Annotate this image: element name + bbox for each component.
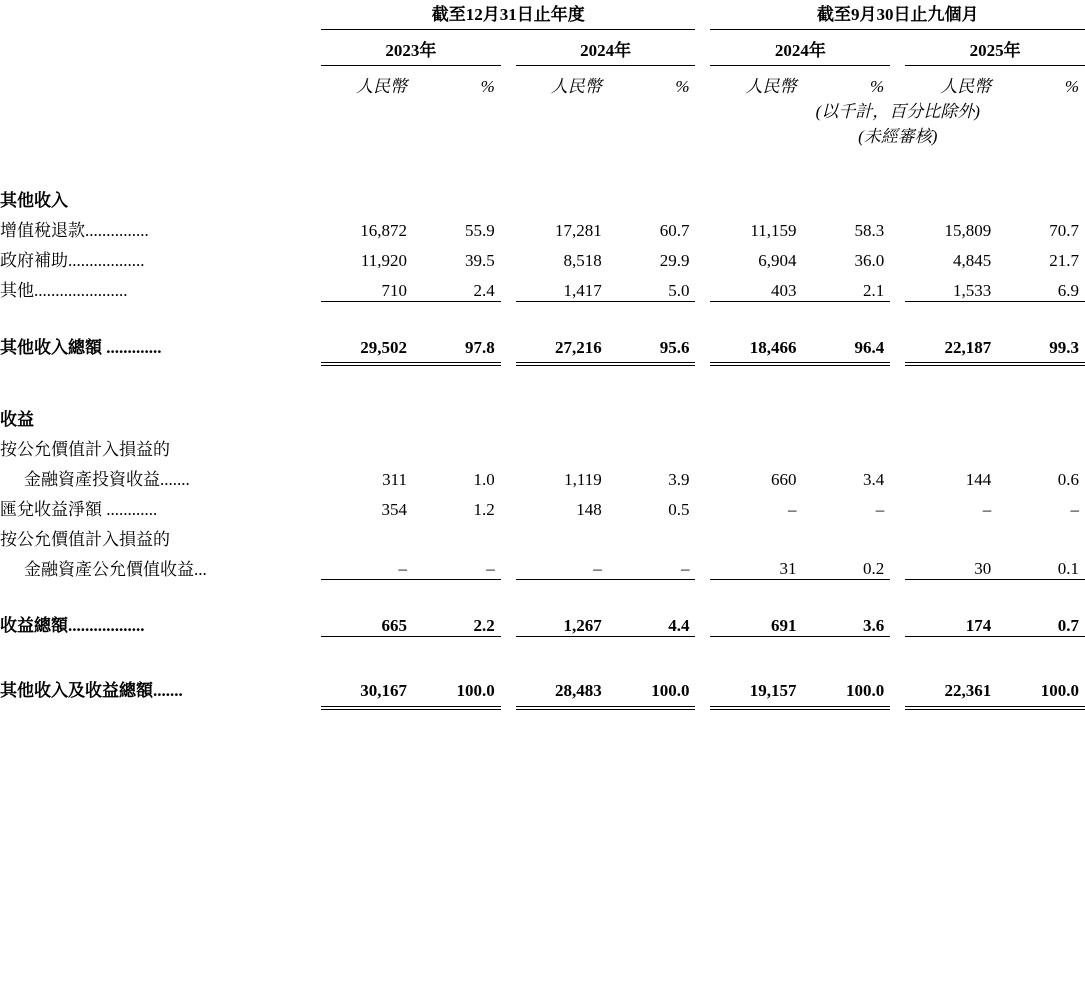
double-rule	[905, 701, 997, 710]
double-rule	[710, 701, 802, 710]
header-gap-3	[695, 30, 710, 66]
cell-value: 31	[779, 559, 797, 578]
total-value: 27,216	[554, 337, 602, 357]
cell-value: 17,281	[554, 221, 602, 240]
section-title-other-income: 其他收入	[0, 191, 68, 210]
cell-value: –	[486, 559, 495, 578]
total-row-gains	[0, 606, 1085, 636]
header-gap	[695, 0, 710, 30]
cell-value: 3.9	[668, 469, 690, 489]
cell-value: 0.5	[668, 499, 690, 519]
header-spacer-4	[0, 97, 321, 122]
cell-value: 2.4	[473, 280, 495, 300]
cell-value: –	[787, 499, 797, 519]
cell-value: 6,904	[758, 251, 797, 270]
subtotal-rule-row-2	[0, 580, 1085, 607]
header-spacer-5	[0, 122, 321, 147]
total-value: 0.7	[1057, 615, 1079, 635]
header-year-2023: 2023年	[321, 30, 501, 66]
header-gap-2	[501, 30, 516, 66]
header-units-row	[0, 66, 1085, 98]
cell-value: 403	[770, 280, 797, 300]
double-rule-row-1	[0, 358, 1085, 366]
double-rule	[413, 701, 501, 710]
cell-value: 16,872	[360, 221, 407, 240]
cell-value: 55.9	[464, 221, 495, 240]
cell-value: 1.2	[473, 499, 495, 519]
cell-value: –	[875, 499, 885, 519]
cell-value: 29.9	[659, 251, 690, 270]
grand-total-value: 100.0	[651, 680, 690, 700]
total-value: 22,187	[944, 337, 992, 357]
total-value: 18,466	[749, 337, 797, 357]
double-rule	[413, 358, 501, 366]
table-row	[0, 550, 1085, 580]
cell-value: 0.1	[1057, 559, 1079, 578]
spacer-row-1	[0, 147, 1085, 181]
double-rule	[710, 358, 802, 366]
header-currency-4: 人民幣	[940, 77, 992, 96]
total-value: 665	[381, 615, 407, 635]
table-row	[0, 460, 1085, 490]
total-row-other-income	[0, 328, 1085, 358]
grand-total-value: 100.0	[456, 680, 495, 700]
cell-value: 21.7	[1049, 251, 1079, 270]
cell-value: 30	[974, 559, 992, 578]
cell-value: 70.7	[1049, 221, 1079, 240]
double-rule	[905, 358, 997, 366]
cell-value: 311	[382, 469, 407, 489]
cell-value: 710	[381, 280, 407, 300]
cell-value: 3.4	[862, 469, 885, 489]
header-percent-2: %	[675, 77, 690, 96]
cell-value: 354	[381, 499, 407, 519]
header-gap-4	[890, 30, 905, 66]
total-value: 29,502	[360, 337, 407, 357]
header-note-thousands: (以千計，百分比除外)	[815, 102, 980, 121]
double-rule	[608, 701, 696, 710]
total-value: 1,267	[563, 615, 602, 635]
cell-value: 15,809	[944, 221, 992, 240]
grand-total-value: 100.0	[1040, 680, 1079, 700]
subtotal-rule-row-3	[0, 636, 1085, 671]
double-rule	[321, 358, 413, 366]
total-value: 4.4	[668, 615, 690, 635]
double-rule	[997, 701, 1085, 710]
cell-value: –	[593, 559, 602, 578]
double-rule	[802, 358, 890, 366]
section-title-row-other-income	[0, 181, 1085, 211]
cell-value: –	[398, 559, 407, 578]
header-note-2-row	[0, 122, 1085, 147]
cell-value: 60.7	[659, 221, 690, 240]
header-percent-1: %	[480, 77, 495, 96]
cell-value: 11,159	[750, 221, 797, 240]
cell-value: 144	[965, 469, 992, 489]
double-rule	[516, 358, 608, 366]
cell-value: –	[680, 559, 690, 578]
row-label-net-exchange-gain: 匯兌收益淨額 ............	[0, 499, 158, 519]
total-label-other-income: 其他收入總額 .............	[0, 337, 162, 357]
table-row	[0, 520, 1085, 550]
cell-value: 2.1	[862, 280, 885, 300]
total-value: 3.6	[862, 615, 885, 635]
cell-value: 660	[770, 469, 797, 489]
section-title-row-gains	[0, 400, 1085, 430]
total-value: 95.6	[659, 337, 690, 357]
header-currency-3: 人民幣	[745, 77, 797, 96]
grand-total-label: 其他收入及收益總額.......	[0, 680, 183, 700]
total-value: 174	[965, 615, 992, 635]
table-row	[0, 430, 1085, 460]
cell-value: 4,845	[952, 251, 992, 270]
total-value: 691	[770, 615, 797, 635]
row-label-government-grants: 政府補助..................	[0, 251, 145, 270]
cell-value: 1,533	[952, 280, 992, 300]
row-label-fvtpl-heading-2: 按公允價值計入損益的	[0, 529, 170, 549]
cell-value: 36.0	[854, 251, 885, 270]
cell-value: 148	[576, 499, 602, 519]
table-row	[0, 211, 1085, 241]
spacer-row-2	[0, 366, 1085, 400]
grand-total-row	[0, 671, 1085, 701]
header-percent-3: %	[870, 77, 885, 96]
cell-value: 1,417	[563, 280, 602, 300]
subtotal-rule-row-1	[0, 301, 1085, 328]
cell-value: 1,119	[564, 469, 602, 489]
header-currency-1: 人民幣	[356, 77, 407, 96]
double-rule-row-2	[0, 701, 1085, 710]
row-label-fvtpl-investment-income: 金融資產投資收益.......	[24, 469, 190, 489]
grand-total-value: 19,157	[749, 680, 797, 700]
header-spacer	[0, 0, 321, 30]
header-year-2024-9m: 2024年	[710, 30, 890, 66]
header-year-2025-9m: 2025年	[905, 30, 1085, 66]
table-row	[0, 490, 1085, 520]
cell-value: 58.3	[854, 221, 885, 240]
row-label-vat-refund: 增值稅退款...............	[0, 221, 149, 240]
total-value: 2.2	[473, 615, 495, 635]
cell-value: 8,518	[563, 251, 602, 270]
cell-value: 6.9	[1057, 280, 1079, 300]
double-rule	[321, 701, 413, 710]
header-group-nine-months: 截至9月30日止九個月	[710, 0, 1085, 30]
total-value: 99.3	[1049, 337, 1079, 357]
row-label-others: 其他......................	[0, 281, 128, 300]
cell-value: 0.2	[862, 559, 885, 578]
grand-total-value: 30,167	[360, 680, 407, 700]
header-currency-2: 人民幣	[550, 77, 602, 96]
cell-value: 11,920	[360, 251, 407, 270]
header-note-1-row	[0, 97, 1085, 122]
cell-value: –	[1070, 499, 1079, 519]
table-row	[0, 271, 1085, 301]
total-value: 97.8	[464, 337, 495, 357]
cell-value: 0.6	[1057, 469, 1079, 489]
header-year-2024-fy: 2024年	[516, 30, 696, 66]
double-rule	[516, 701, 608, 710]
header-group-year: 截至12月31日止年度	[321, 0, 696, 30]
double-rule	[997, 358, 1085, 366]
double-rule	[608, 358, 696, 366]
section-title-gains: 收益	[0, 409, 34, 429]
header-percent-4: %	[1064, 77, 1079, 96]
grand-total-value: 22,361	[944, 680, 992, 700]
double-rule	[802, 701, 890, 710]
header-spacer-3	[0, 66, 321, 98]
total-label-gains: 收益總額..................	[0, 616, 145, 635]
header-spacer-2	[0, 30, 321, 66]
header-note-unaudited: (未經審核)	[858, 127, 938, 146]
header-years-row	[0, 30, 1085, 66]
cell-value: 5.0	[668, 280, 690, 300]
total-value: 96.4	[854, 337, 885, 357]
row-label-fvtpl-fair-value-gain: 金融資產公允價值收益...	[24, 559, 207, 579]
grand-total-value: 100.0	[845, 680, 885, 700]
cell-value: 39.5	[464, 251, 495, 270]
header-group-row	[0, 0, 1085, 30]
table-row	[0, 241, 1085, 271]
grand-total-value: 28,483	[554, 680, 602, 700]
row-label-fvtpl-heading-1: 按公允價值計入損益的	[0, 439, 170, 459]
cell-value: –	[982, 499, 992, 519]
cell-value: 1.0	[473, 469, 495, 489]
